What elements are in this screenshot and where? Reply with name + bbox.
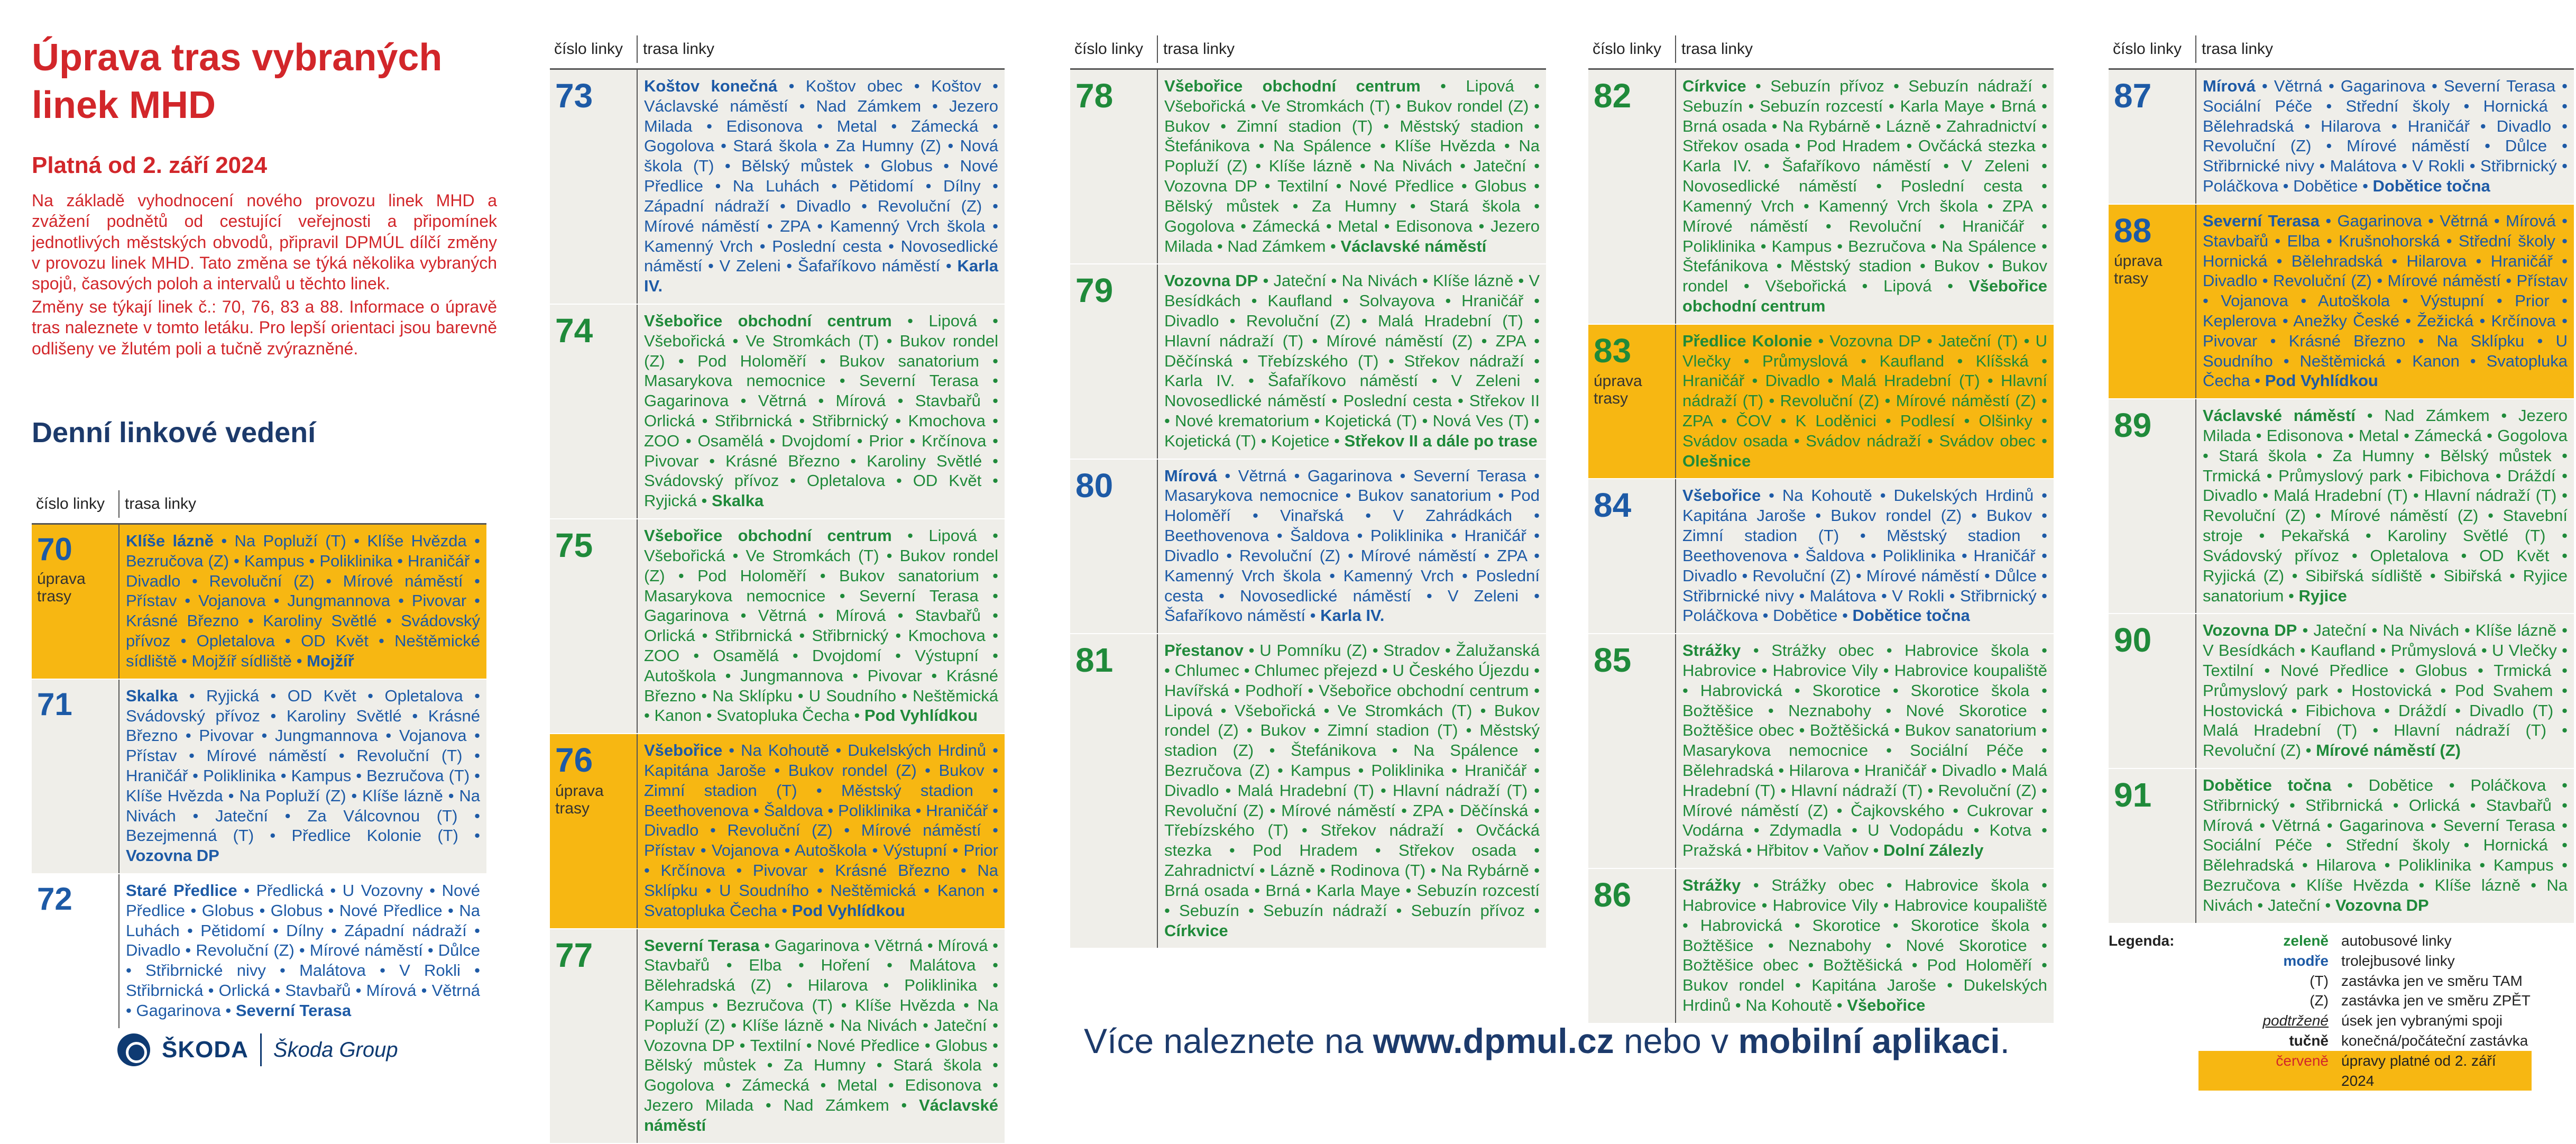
line-number-cell <box>32 525 119 679</box>
line-number: 87 <box>2114 77 2152 115</box>
header-number: číslo linky <box>2109 35 2196 63</box>
line-number-cell <box>1070 634 1158 948</box>
line-table-3 <box>1070 37 1546 949</box>
line-number: 73 <box>555 77 593 115</box>
footer-text <box>1084 1021 2010 1061</box>
route-text: Vozovna DP • Jateční • Na Nivách • Klíše lázně • V Besídkách • Kaufland • Solvayova • Hraničář • Divadlo • Revoluční (Z) • Malá Hradební (T) • Hlavní nádraží (T) • Mírové náměstí (Z) • ZPA • Děčínská • Třebízského (T) • Střekov nádraží • Karla IV. • Šafaříkovo náměstí • V Zeleni • Novosedlické náměstí • Poslední cesta • Střekov II • Nové krematorium • Kojetická (T) • Nová Ves (T) • Kojetická (T) • Kojetice • Střekov II a dále po trase <box>1164 271 1540 450</box>
valid-from: Platná od 2. září 2024 <box>32 152 268 178</box>
route-text: Skalka • Ryjická • OD Květ • Opletalova • Svádovský přívoz • Karoliny Světlé • Krásné Březno • Pivovar • Jungmannova • Vojanova • Přístav • Mírové náměstí • Revoluční (T) • Hraničář • Poliklinika • Kampus • Bezručova (T) • Klíše Hvězda • Na Popluží (Z) • Klíše lázně • Na Nivách • Jateční • Za Válcovnou (T) • Bezejmenná (T) • Předlice Kolonie (T) • Vozovna DP <box>126 686 480 865</box>
changed-label: úprava trasy <box>2114 252 2163 288</box>
legend <box>2109 931 2531 1091</box>
footer-url[interactable]: www.dpmul.cz <box>1373 1021 1614 1060</box>
table-header <box>2109 37 2574 70</box>
line-number: 83 <box>1594 331 1632 370</box>
line-number-cell <box>1588 634 1676 868</box>
header-number: číslo linky <box>1588 35 1676 63</box>
line-row-71 <box>32 680 486 874</box>
line-row-73 <box>550 70 1005 305</box>
header-route: trasa linky <box>1681 40 1753 58</box>
line-number-cell <box>550 70 638 304</box>
table-header <box>1070 37 1546 70</box>
header-route: trasa linky <box>125 495 197 512</box>
legend-item <box>2198 971 2532 991</box>
line-row-74 <box>550 305 1005 519</box>
route-text: Dobětice točna • Dobětice • Poláčkova • Střibrnický • Střibrnická • Orlická • Stavbařů • Mírová • Větrná • Gagarinova • Severní Terasa • Sociální Péče • Střední školy • Hornická • Bělehradská • Hilarova • Poliklinika • Kampus • Bezručova • Klíše Hvězda • Klíše lázně • Na Nivách • Jateční • Vozovna DP <box>2203 776 2568 914</box>
legend-item <box>2198 1011 2532 1031</box>
line-number-cell <box>1588 325 1676 479</box>
line-number: 77 <box>555 936 593 974</box>
line-number: 72 <box>37 881 72 917</box>
skoda-logo-icon <box>117 1033 150 1066</box>
legend-key: (T) <box>2310 972 2329 989</box>
line-number-cell <box>1588 70 1676 324</box>
line-number-cell <box>2109 70 2196 204</box>
page-title: Úprava tras vybraných linek MHD <box>32 36 443 126</box>
route-text: Koštov konečná • Koštov obec • Koštov • Václavské náměstí • Nad Zámkem • Jezero Milada • Edisonova • Metal • Zámecká • Gogolova • Stará škola • Za Humny (Z) • Nová škola (T) • Bělský můstek • Globus • Nové Předlice • Na Luhách • Pětidomí • Dílny • Západní nádraží • Divadlo • Revoluční (Z) • Mírové náměstí • ZPA • Kamenný Vrch škola • Kamenný Vrch • Poslední cesta • Novosedlické náměstí • V Zeleni • Šafaříkovo náměstí • Karla IV. <box>644 77 999 296</box>
footer-prefix: Více naleznete na <box>1084 1021 1373 1060</box>
legend-value: autobusové linky <box>2341 932 2452 949</box>
legend-item <box>2198 1031 2532 1051</box>
header-number: číslo linky <box>550 35 638 63</box>
legend-key: červeně <box>2198 1051 2341 1091</box>
section-title: Denní linkové vedení <box>32 416 316 449</box>
line-table-5 <box>2109 37 2574 924</box>
line-number-cell <box>1588 869 1676 1023</box>
line-number: 71 <box>37 686 72 722</box>
logo-divider <box>260 1033 262 1066</box>
header-route: trasa linky <box>643 40 715 58</box>
line-number-cell <box>1070 70 1158 263</box>
line-number-cell <box>550 734 638 928</box>
route-text: Všebořice • Na Kohoutě • Dukelských Hrdinů • Kapitána Jaroše • Bukov rondel (Z) • Bukov • Zimní stadion (T) • Městský stadion • Beethovenova • Šaldova • Poliklinika • Hraničář • Divadlo • Revoluční (Z) • Mírové náměstí • Přístav • Vojanova • Autoškola • Výstupní • Prior • Krčínova • Pivovar • Krásné Březno • Na Sklípku • U Soudního • Neštěmická • Kanon • Svatopluka Čecha • Pod Vyhlídkou <box>644 741 998 920</box>
intro-column <box>32 0 497 449</box>
line-row-83 <box>1588 325 2054 480</box>
line-row-87 <box>2109 70 2574 205</box>
route-text: Všebořice obchodní centrum • Lipová • Všebořická • Ve Stromkách (T) • Bukov rondel (Z) • Pod Holoměří • Bukov sanatorium • Masarykova nemocnice • Severní Terasa • Gagarinova • Větrná • Mírová • Stavbařů • Orlická • Střibrnická • Střibrnický • Kmochova • ZOO • Osamělá • Dvojdomí • Výstupní • Autoškola • Jungmannova • Pivovar • Krásné Březno • Na Sklípku • U Soudního • Neštěmická • Kanon • Svatopluka Čecha • Pod Vyhlídkou <box>644 526 998 725</box>
route-text: Mírová • Větrná • Gagarinova • Severní Terasa • Masarykova nemocnice • Bukov sanatorium • Pod Holoměří • Vinařská • V Zahrádkách • Beethovenova • Šaldova • Poliklinika • Hraničář • Divadlo • Revoluční (Z) • Mírové náměstí • ZPA • Kamenný Vrch škola • Kamenný Vrch • Poslední cesta • Novosedlické náměstí • V Zeleni • Šafaříkovo náměstí • Karla IV. <box>1164 466 1540 625</box>
route-text: Staré Předlice • Předlická • U Vozovny • Nové Předlice • Globus • Globus • Nové Předlice • Na Luhách • Pětidomí • Dílny • Západní nádraží • Divadlo • Revoluční (Z) • Mírové náměstí • Důlce • Střibrnické nivy • Malátova • V Rokli • Střibrnická • Orlická • Stavbařů • Mírová • Větrná • Gagarinova • Severní Terasa <box>126 881 480 1020</box>
route-text: Všebořice obchodní centrum • Lipová • Všebořická • Ve Stromkách (T) • Bukov rondel (Z) • Pod Holoměří • Bukov sanatorium • Masarykova nemocnice • Severní Terasa • Gagarinova • Větrná • Mírová • Stavbařů • Orlická • Střibrnická • Střibrnický • Kmochova • ZOO • Osamělá • Dvojdomí • Prior • Krčínova • Pivovar • Krásné Březno • Karoliny Světlé • Svádovský přívoz • Opletalova • OD Květ • Ryjická • Skalka <box>644 311 998 510</box>
line-row-88 <box>2109 205 2574 399</box>
line-number: 91 <box>2114 776 2152 814</box>
legend-item <box>2198 931 2532 951</box>
route-text: Václavské náměstí • Nad Zámkem • Jezero Milada • Edisonova • Metal • Zámecká • Gogolova • Stará škola • Za Humny • Bělský můstek • Trmická • Průmyslový park • Fibichova • Dráždí • Divadlo • Malá Hradební (T) • Hlavní nádraží (T) • Revoluční (Z) • Mírové náměstí (Z) • Stavební stroje • Pekařská • Karoliny Světlé (T) • Svádovský přívoz • Opletalova • OD Květ • Ryjická (Z) • Sibiřská sídliště • Sibiřská • Ryjice sanatorium • Ryjice <box>2203 406 2568 605</box>
line-number: 81 <box>1075 641 1114 680</box>
line-row-78 <box>1070 70 1546 264</box>
table-header <box>32 492 486 525</box>
line-number-cell <box>2109 399 2196 613</box>
line-number: 84 <box>1594 486 1632 525</box>
header-route: trasa linky <box>2202 40 2274 58</box>
line-number: 74 <box>555 311 593 350</box>
footer-suffix: . <box>2000 1021 2010 1060</box>
line-row-70 <box>32 525 486 680</box>
line-row-90 <box>2109 614 2574 769</box>
legend-title: Legenda: <box>2109 932 2175 949</box>
line-number-cell <box>32 874 119 1028</box>
legend-value: konečná/počáteční zastávka <box>2341 1032 2528 1049</box>
line-number: 79 <box>1075 271 1114 310</box>
header-route: trasa linky <box>1163 40 1235 58</box>
line-number: 89 <box>2114 406 2152 445</box>
legend-key: podtržené <box>2262 1012 2329 1029</box>
table-header <box>550 37 1005 70</box>
route-text: Přestanov • U Pomníku (Z) • Stradov • Žalužanská • Chlumec • Chlumec přejezd • U Českého Újezdu • Havířská • Podhoří • Všebořice obchodní centrum • Lipová • Všebořická • Ve Stromkách (T) • Bukov rondel (Z) • Bukov • Zimní stadion (T) • Městský stadion (Z) • Štefánikova • Na Spálence • Bezručova (Z) • Kampus • Poliklinika • Hraničář • Divadlo • Malá Hradební (T) • Hlavní nádraží (T) • Revoluční (Z) • Mírové náměstí • ZPA • Děčínská • Třebízského (T) • Střekov nádraží • Ovčácká stezka • Pod Hradem • Střekov osada • Zahradnictví • Lázně • Rodinova (T) • Na Rybárně • Brná osada • Brná • Karla Maye • Sebuzín rozcestí • Sebuzín • Sebuzín nádraží • Sebuzín přívoz • Církvice <box>1164 641 1540 940</box>
line-row-86 <box>1588 869 2054 1024</box>
line-number-cell <box>1588 479 1676 633</box>
logo-group: Škoda Group <box>273 1038 398 1061</box>
legend-key: modře <box>2283 952 2329 969</box>
line-number-cell <box>2109 205 2196 398</box>
logo-brand: ŠKODA <box>162 1037 249 1063</box>
line-number: 80 <box>1075 466 1114 505</box>
route-text: Všebořice • Na Kohoutě • Dukelských Hrdinů • Kapitána Jaroše • Bukov rondel (Z) • Bukov • Zimní stadion (T) • Městský stadion • Beethovenova • Šaldova • Poliklinika • Hraničář • Divadlo • Revoluční (Z) • Mírové náměstí • Důlce • Střibrnické nivy • Malátova • V Rokli • Střibrnický • Poláčkova • Dobětice • Dobětice točna <box>1682 486 2047 625</box>
route-text: Severní Terasa • Gagarinova • Větrná • Mírová • Stavbařů • Elba • Krušnohorská • Střední školy • Hornická • Bělehradská • Hilarova • Hraničář • Divadlo • Revoluční (Z) • Mírové náměstí • Přístav • Vojanova • Autoškola • Výstupní • Prior • Keplerova • Anežky České • Žežická • Krčínova • Pivovar • Krásné Březno • Na Sklípku • U Soudního • Neštěmická • Kanon • Svatopluka Čecha • Pod Vyhlídkou <box>2203 211 2568 390</box>
legend-item <box>2198 1051 2532 1091</box>
line-row-72 <box>32 874 486 1029</box>
line-row-91 <box>2109 769 2574 924</box>
route-text: Předlice Kolonie • Vozovna DP • Jateční (T) • U Vlečky • Průmyslová • Kaufland • Klíšská • Hraničář • Divadlo • Malá Hradební (T) • Hlavní nádraží (T) • Revoluční (Z) • Mírové náměstí (Z) • ZPA • ČOV • K Loděnici • Podlesí • Olšinky • Svádov osada • Svádov nádraží • Svádov obec • Olešnice <box>1682 331 2047 470</box>
legend-key: tučně <box>2289 1032 2329 1049</box>
line-table-4 <box>1588 37 2054 1024</box>
route-text: Strážky • Strážky obec • Habrovice škola • Habrovice • Habrovice Vily • Habrovice koupaliště • Habrovická • Skorotice • Skorotice škola • Božtěšice • Neznabohy • Nové Skorotice • Božtěšice obec • Božtěšická • Pod Holoměří • Bukov rondel • Kapitána Jaroše • Dukelských Hrdinů • Na Kohoutě • Všebořice <box>1682 876 2047 1014</box>
line-number: 82 <box>1594 77 1632 115</box>
table-header <box>1588 37 2054 70</box>
route-text: Strážky • Strážky obec • Habrovice škola • Habrovice • Habrovice Vily • Habrovice koupaliště • Habrovická • Skorotice • Skorotice škola • Božtěšice • Neznabohy • Nové Skorotice • Božtěšice obec • Božtěšická • Bukov sanatorium • Masarykova nemocnice • Sociální Péče • Bělehradská • Hilarova • Hraničář • Divadlo • Malá Hradební (T) • Hlavní nádraží (T) • Revoluční (Z) • Mírové náměstí (Z) • Čajkovského • Cukrovar • Vodárna • Zdymadla • U Vodopádu • Kotva • Pražská • Hřbitov • Vaňov • Dolní Zálezly <box>1682 641 2047 860</box>
line-row-89 <box>2109 399 2574 614</box>
line-number-cell <box>550 929 638 1143</box>
line-row-79 <box>1070 264 1546 459</box>
line-number: 86 <box>1594 876 1632 914</box>
line-row-77 <box>550 929 1005 1144</box>
line-row-76 <box>550 734 1005 929</box>
line-row-80 <box>1070 460 1546 635</box>
changed-label: úprava trasy <box>37 570 86 605</box>
route-text: Vozovna DP • Jateční • Na Nivách • Klíše lázně • V Besídkách • Kaufland • Průmyslová • U Vlečky • Textilní • Nové Předlice • Globus • Trmická • Průmyslový park • Hostovická • Pod Svahem • Hostovická • Fibichova • Dráždí • Divadlo (T) • Malá Hradební (T) • Hlavní nádraží (T) • Revoluční (Z) • Mírové náměstí (Z) <box>2203 621 2568 760</box>
legend-item <box>2198 951 2532 971</box>
route-text: Klíše lázně • Na Popluží (T) • Klíše Hvězda • Bezručova (Z) • Kampus • Poliklinika • Hraničář • Divadlo • Revoluční (Z) • Mírové náměstí • Přístav • Vojanova • Jungmannova • Pivovar • Krásné Březno • Karoliny Světlé • Svádovský přívoz • Opletalova • OD Květ • Neštěmické sídliště • Mojžíř sídliště • Mojžíř <box>126 532 480 670</box>
line-number: 78 <box>1075 77 1114 115</box>
header-number: číslo linky <box>1070 35 1158 63</box>
line-number: 88 <box>2114 211 2152 250</box>
legend-key: zeleně <box>2283 932 2329 949</box>
line-table-1 <box>32 492 486 1029</box>
line-table-2 <box>550 37 1005 1144</box>
line-number-cell <box>1070 460 1158 634</box>
line-row-82 <box>1588 70 2054 325</box>
legend-value: zastávka jen ve směru ZPĚT <box>2341 992 2531 1009</box>
route-text: Severní Terasa • Gagarinova • Větrná • Mírová • Stavbařů • Elba • Hoření • Malátova • Bělehradská (Z) • Hilarova • Poliklinika • Kampus • Bezručova (T) • Klíše Hvězda • Na Popluží (Z) • Klíše lázně • Na Nivách • Jateční • Vozovna DP • Textilní • Nové Předlice • Globus • Bělský můstek • Za Humny • Stará škola • Gogolova • Zámecká • Metal • Edisonova • Jezero Milada • Nad Zámkem • Václavské náměstí <box>644 936 998 1134</box>
line-number-cell <box>550 305 638 518</box>
line-number-cell <box>550 519 638 733</box>
legend-key: (Z) <box>2310 992 2329 1009</box>
line-number: 90 <box>2114 621 2152 660</box>
intro-paragraph-2: Změny se týkají linek č.: 70, 76, 83 a 88. Informace o úpravě tras naleznete v tomto letáku. Pro lepší orientaci jsou barevně odlišeny ve žlutém poli a tučně zvýrazněné. <box>32 297 497 358</box>
legend-value: úpravy platné od 2. září 2024 <box>2341 1051 2532 1091</box>
line-number-cell <box>2109 769 2196 923</box>
legend-value: úsek jen vybranými spoji <box>2341 1012 2503 1029</box>
line-row-81 <box>1070 634 1546 949</box>
line-row-85 <box>1588 634 2054 869</box>
line-number: 85 <box>1594 641 1632 680</box>
footer-middle: nebo v <box>1614 1021 1738 1060</box>
route-text: Všebořice obchodní centrum • Lipová • Všebořická • Ve Stromkách (T) • Bukov rondel (Z) • Bukov • Zimní stadion (T) • Městský stadion • Štefánikova • Na Spálence • Klíše Hvězda • Na Popluží (Z) • Klíše lázně • Na Nivách • Jateční • Vozovna DP • Textilní • Nové Předlice • Globus • Bělský můstek • Za Humny • Stará škola • Gogolova • Zámecká • Metal • Edisonova • Jezero Milada • Nad Zámkem • Václavské náměstí <box>1164 77 1540 255</box>
line-row-75 <box>550 519 1005 734</box>
line-number: 75 <box>555 526 593 565</box>
legend-item <box>2198 991 2532 1011</box>
line-number: 76 <box>555 741 593 780</box>
line-number-cell <box>2109 614 2196 768</box>
line-number: 70 <box>37 532 72 567</box>
legend-value: zastávka jen ve směru TAM <box>2341 972 2523 989</box>
route-text: Mírová • Větrná • Gagarinova • Severní Terasa • Sociální Péče • Střední školy • Hornická • Bělehradská • Hilarova • Hraničář • Divadlo • Revoluční (Z) • Mírové náměstí • Důlce • Střibrnické nivy • Malátova • V Rokli • Střibrnický • Poláčkova • Dobětice • Dobětice točna <box>2203 77 2568 196</box>
intro-paragraph-1: Na základě vyhodnocení nového provozu linek MHD a zvážení podnětů od cestující veřejnosti a připomínek jednotlivých městských obvodů, připravil DPMÚL dílčí změny v provozu linek MHD. Tato změna se týká několika vybraných spojů, časových poloh a intervalů u těchto linek. <box>32 191 497 294</box>
skoda-logo <box>117 1033 398 1066</box>
footer-app[interactable]: mobilní aplikaci <box>1738 1021 2000 1060</box>
route-text: Církvice • Sebuzín přívoz • Sebuzín nádraží • Sebuzín • Sebuzín rozcestí • Karla Maye • Brná • Brná osada • Na Rybárně • Lázně • Zahradnictví • Střekov osada • Pod Hradem • Ovčácká stezka • Karla IV. • Šafaříkovo náměstí • V Zeleni • Novosedlické náměstí • Poslední cesta • Kamenný Vrch • Kamenný Vrch škola • ZPA • Mírové náměstí • Revoluční • Hraničář • Poliklinika • Kampus • Bezručova • Na Spálence • Štefánikova • Městský stadion • Bukov • Bukov rondel • Všebořická • Lipová • Všebořice obchodní centrum <box>1682 77 2047 315</box>
line-number-cell <box>1070 264 1158 458</box>
line-row-84 <box>1588 479 2054 634</box>
header-number: číslo linky <box>32 490 119 518</box>
changed-label: úprava trasy <box>555 782 604 817</box>
legend-value: trolejbusové linky <box>2341 952 2455 969</box>
line-number-cell <box>32 680 119 873</box>
changed-label: úprava trasy <box>1594 372 1642 408</box>
